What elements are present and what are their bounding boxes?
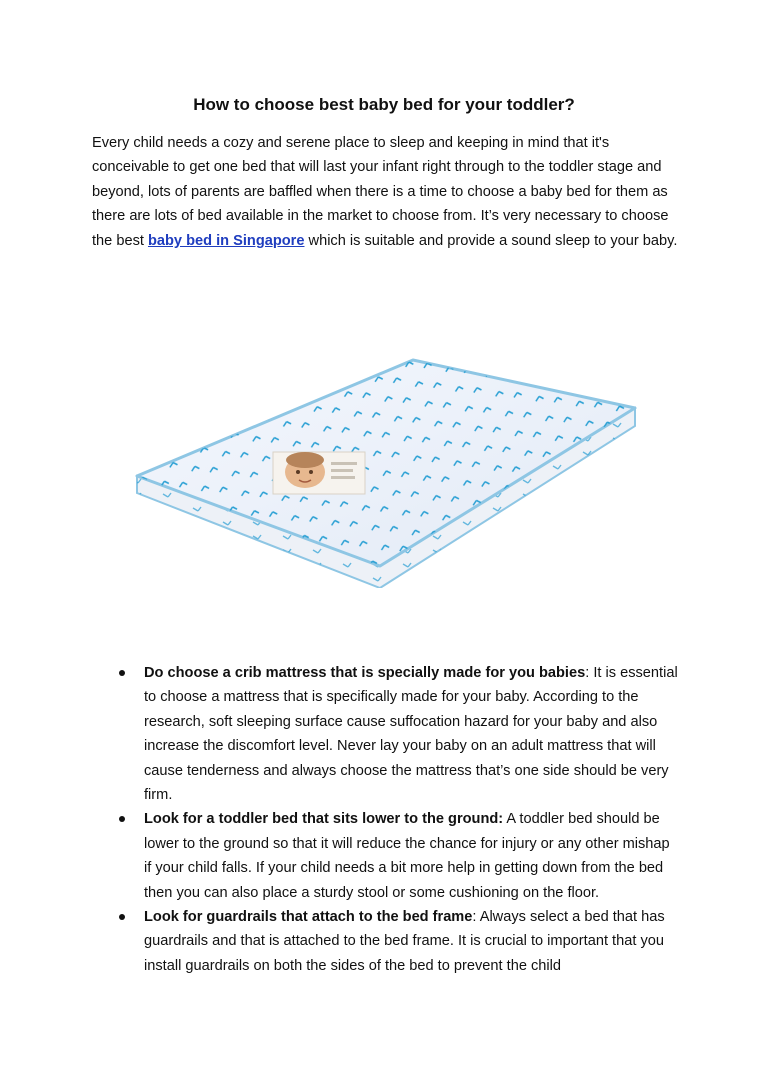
bullet-icon <box>119 670 125 676</box>
list-item <box>144 807 680 905</box>
mattress-image <box>125 348 645 588</box>
list-item <box>144 905 680 978</box>
mattress-illustration <box>125 348 645 588</box>
bullet-text: : Always select a bed that has guardrails and that is attached to the bed frame. It is crucial to important that you install guardrails on both the sides of the bed to prevent the child <box>144 909 665 974</box>
bullet-text: A toddler bed should be lower to the ground so that it will reduce the chance for injury or any other mishap if your child falls. If your child needs a bit more help in getting down from the bed then you can also place a sturdy stool or some cushioning on the floor. <box>144 811 670 901</box>
bullet-heading: Do choose a crib mattress that is specially made for you babies <box>144 665 586 681</box>
tips-list <box>144 661 680 978</box>
bullet-icon <box>119 816 125 822</box>
intro-text-end: which is suitable and provide a sound sleep to your baby. <box>304 232 678 249</box>
baby-photo-label <box>273 452 365 494</box>
bullet-heading: Look for a toddler bed that sits lower to the ground: <box>144 811 504 828</box>
intro-text-start: Every child needs a cozy and serene place to sleep and keeping in mind that it's conceivable to get one bed that will last your infant right through to the toddler stage and beyond, lots of parents are baffled when there is a time to choose a baby bed for them as there are lots of bed available in the market to choose from. It’s very necessary to choose the best <box>92 135 669 249</box>
baby-bed-singapore-link[interactable]: baby bed in Singapore <box>147 232 305 249</box>
bullet-heading: Look for guardrails that attach to the bed frame <box>144 909 473 926</box>
list-item <box>144 661 680 807</box>
intro-paragraph <box>92 131 682 253</box>
document-title: How to choose best baby bed for your toddler? <box>193 95 575 114</box>
bullet-icon <box>119 914 125 920</box>
bullet-text: : It is essential to choose a mattress that is specifically made for your baby. According to the research, soft sleeping surface cause suffocation hazard for your baby and also increase the discomfort level. Never lay your baby on an adult mattress that will cause tenderness and always choose the mattress that’s one side should be very firm. <box>144 665 678 804</box>
